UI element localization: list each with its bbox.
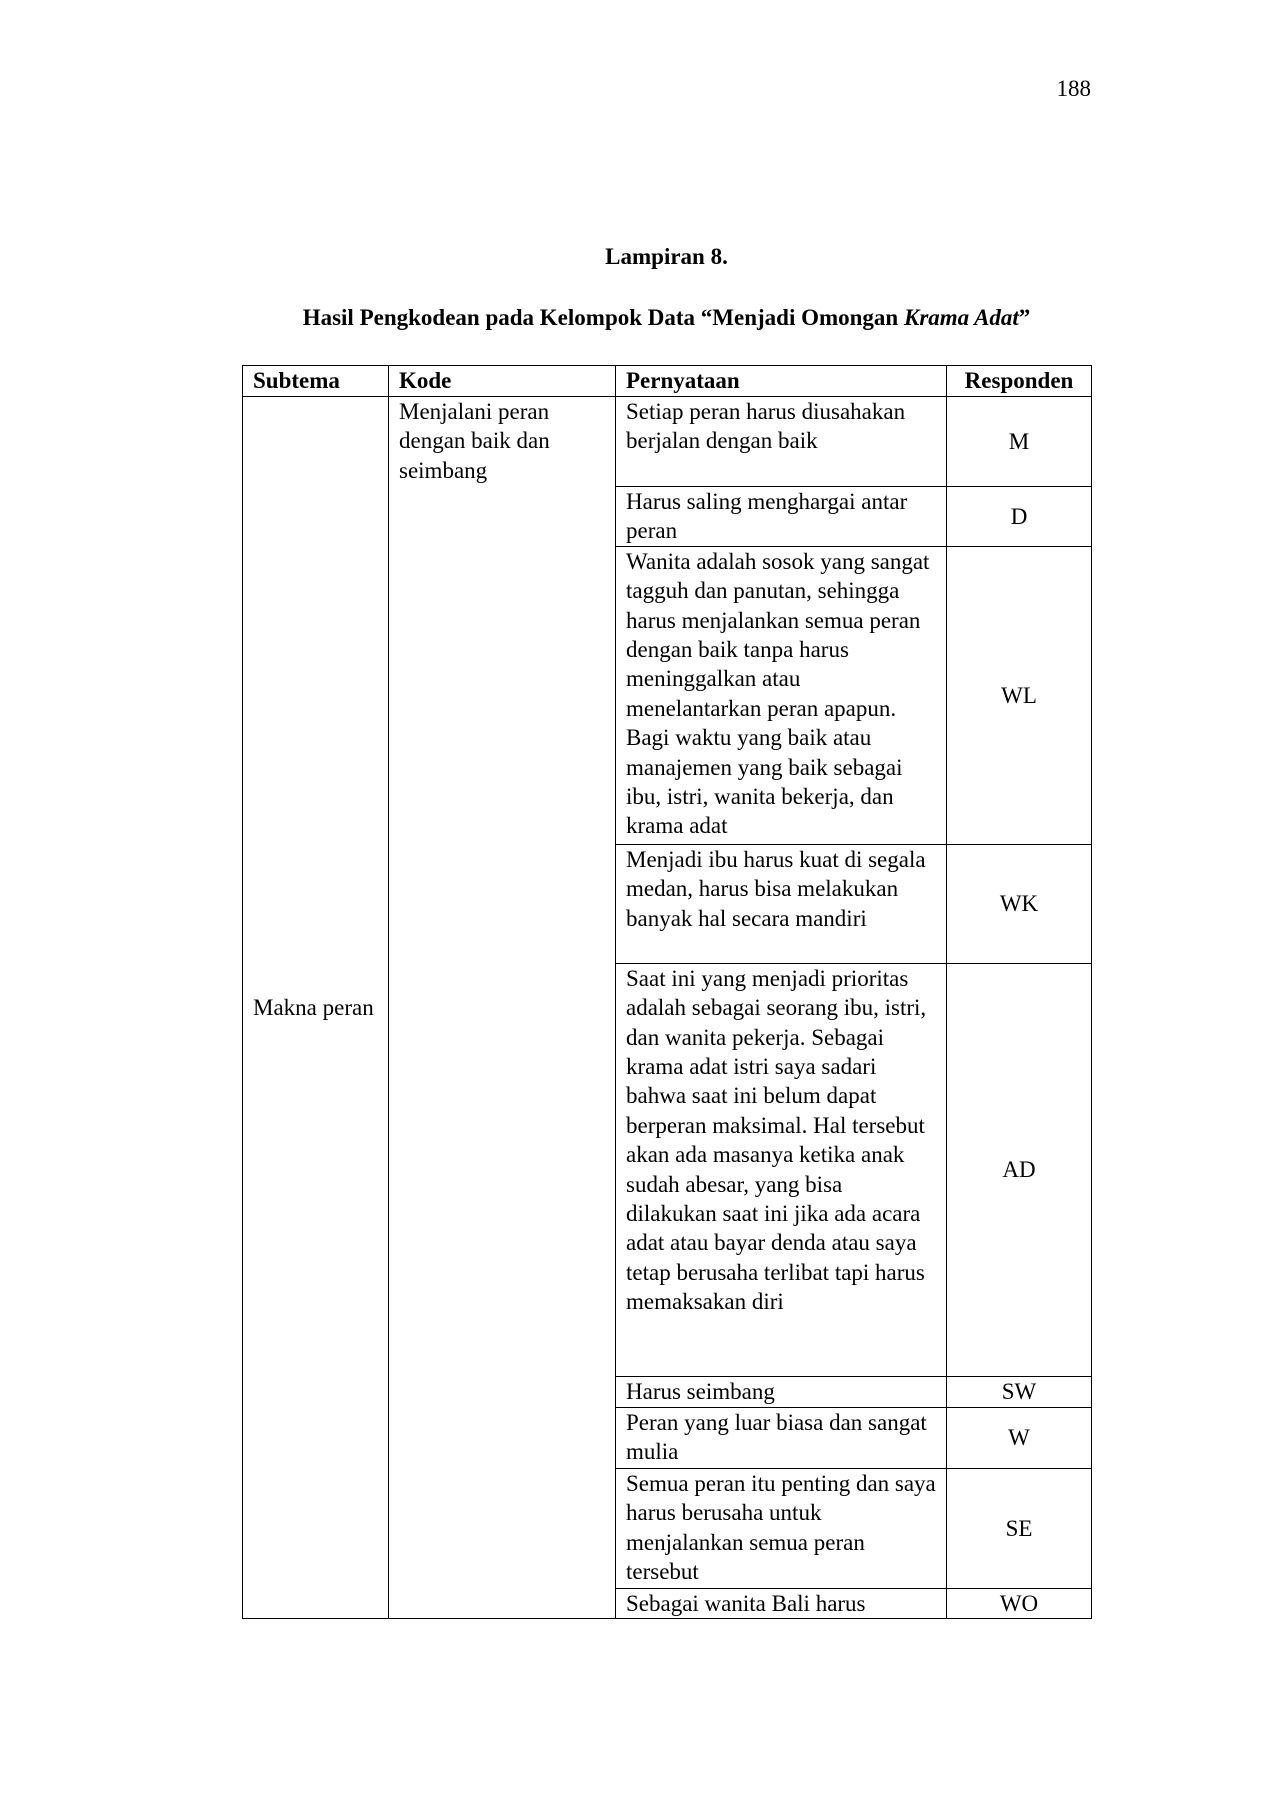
statement-cell: Peran yang luar biasa dan sangat mulia	[616, 1407, 947, 1468]
statement-cell: Semua peran itu penting dan saya harus berusaha untuk menjalankan semua peran tersebut	[616, 1468, 947, 1588]
header-subtema: Subtema	[243, 366, 389, 397]
statement-cell: Sebagai wanita Bali harus	[616, 1588, 947, 1618]
respondent-cell: AD	[947, 963, 1092, 1376]
coding-table	[242, 365, 1092, 1619]
statement-cell: Menjadi ibu harus kuat di segala medan, harus bisa melakukan banyak hal secara mandiri	[616, 844, 947, 963]
table-title-main: Hasil Pengkodean pada Kelompok Data “Menjadi Omongan	[302, 305, 904, 330]
subtema-cell: Makna peran	[243, 397, 389, 1619]
respondent-cell: M	[947, 397, 1092, 487]
header-pernyataan: Pernyataan	[616, 366, 947, 397]
table-row	[243, 397, 1092, 487]
respondent-cell: WL	[947, 546, 1092, 844]
appendix-heading: Lampiran 8.	[605, 244, 728, 269]
respondent-cell: SW	[947, 1376, 1092, 1407]
page-number: 188	[1056, 76, 1091, 101]
statement-cell: Saat ini yang menjadi prioritas adalah sebagai seorang ibu, istri, dan wanita pekerja. Sebagai krama adat istri saya sadari bahwa saat ini belum dapat berperan maksimal. Hal tersebut akan ada masanya ketika anak sudah abesar, yang bisa dilakukan saat ini jika ada acara adat atau bayar denda atau saya tetap berusaha terlibat tapi harus memaksakan diri	[616, 963, 947, 1376]
header-kode: Kode	[389, 366, 616, 397]
respondent-cell: W	[947, 1407, 1092, 1468]
respondent-cell: SE	[947, 1468, 1092, 1588]
respondent-cell: WO	[947, 1588, 1092, 1618]
statement-cell: Setiap peran harus diusahakan berjalan dengan baik	[616, 397, 947, 487]
table-title-italic: Krama Adat	[903, 305, 1019, 330]
statement-cell: Harus seimbang	[616, 1376, 947, 1407]
respondent-cell: D	[947, 487, 1092, 547]
statement-cell: Harus saling menghargai antar peran	[616, 487, 947, 547]
table-title	[0, 305, 1273, 331]
kode-cell: Menjalani peran dengan baik dan seimbang	[389, 397, 616, 1619]
respondent-cell: WK	[947, 844, 1092, 963]
statement-cell: Wanita adalah sosok yang sangat tagguh dan panutan, sehingga harus menjalankan semua peran dengan baik tanpa harus meninggalkan atau menelantarkan peran apapun. Bagi waktu yang baik atau manajemen yang baik sebagai ibu, istri, wanita bekerja, dan krama adat	[616, 546, 947, 844]
table-header-row	[243, 366, 1092, 397]
header-responden: Responden	[947, 366, 1092, 397]
table-title-end: ”	[1018, 305, 1031, 330]
